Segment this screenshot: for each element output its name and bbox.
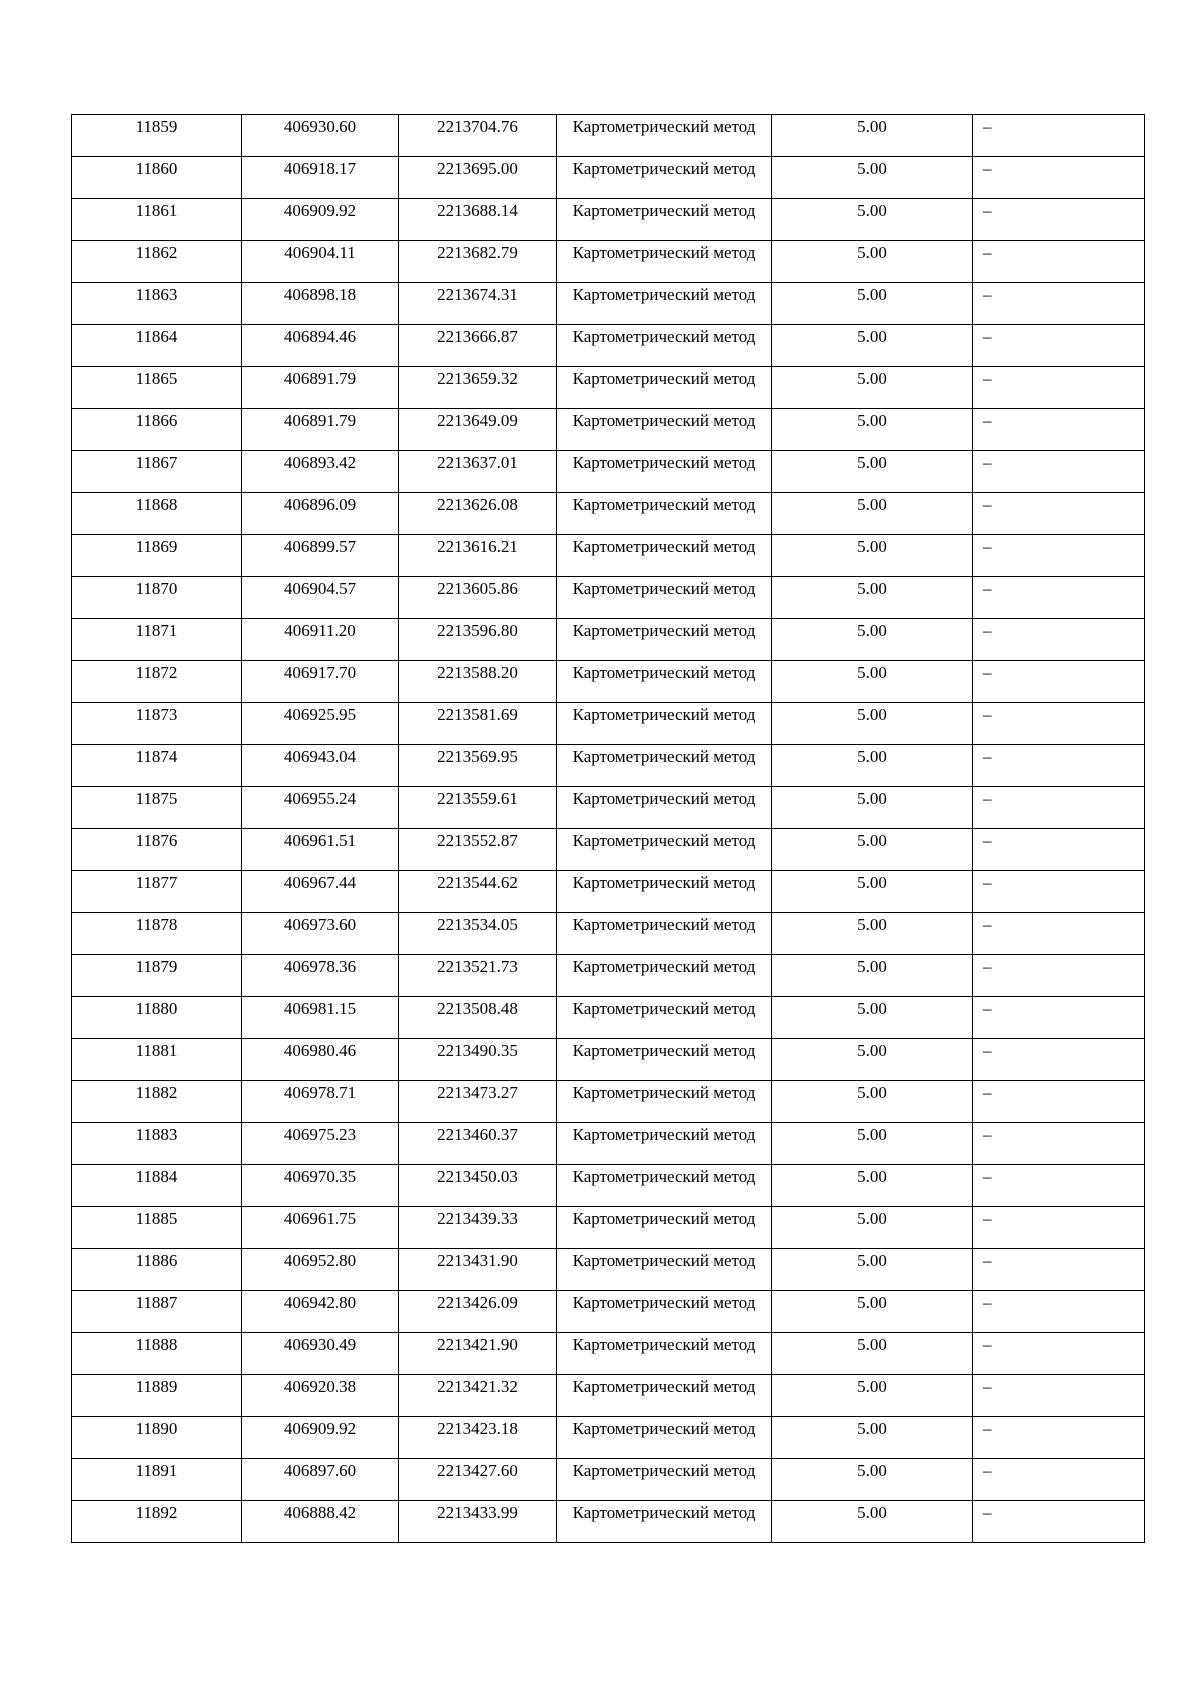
x-coordinate-cell: 406975.23: [242, 1123, 399, 1165]
table-row: [72, 157, 1145, 199]
table-row: [72, 451, 1145, 493]
table-row: [72, 1375, 1145, 1417]
y-coordinate-cell: 2213637.01: [399, 451, 557, 493]
table-row: [72, 1333, 1145, 1375]
point-number-cell: 11859: [72, 115, 242, 157]
x-coordinate-cell: 406942.80: [242, 1291, 399, 1333]
method-cell: Картометрический метод: [557, 913, 772, 955]
x-coordinate-cell: 406980.46: [242, 1039, 399, 1081]
accuracy-cell: 5.00: [772, 1207, 973, 1249]
y-coordinate-cell: 2213626.08: [399, 493, 557, 535]
table-row: [72, 283, 1145, 325]
method-cell: Картометрический метод: [557, 1459, 772, 1501]
x-coordinate-cell: 406925.95: [242, 703, 399, 745]
x-coordinate-cell: 406904.57: [242, 577, 399, 619]
accuracy-cell: 5.00: [772, 241, 973, 283]
accuracy-cell: 5.00: [772, 115, 973, 157]
accuracy-cell: 5.00: [772, 1459, 973, 1501]
x-coordinate-cell: 406897.60: [242, 1459, 399, 1501]
method-cell: Картометрический метод: [557, 1375, 772, 1417]
y-coordinate-cell: 2213616.21: [399, 535, 557, 577]
x-coordinate-cell: 406918.17: [242, 157, 399, 199]
x-coordinate-cell: 406891.79: [242, 367, 399, 409]
note-cell: –: [973, 367, 1145, 409]
table-row: [72, 535, 1145, 577]
x-coordinate-cell: 406978.71: [242, 1081, 399, 1123]
x-coordinate-cell: 406943.04: [242, 745, 399, 787]
note-cell: –: [973, 493, 1145, 535]
y-coordinate-cell: 2213559.61: [399, 787, 557, 829]
note-cell: –: [973, 199, 1145, 241]
table-row: [72, 1249, 1145, 1291]
note-cell: –: [973, 1123, 1145, 1165]
note-cell: –: [973, 283, 1145, 325]
x-coordinate-cell: 406888.42: [242, 1501, 399, 1543]
accuracy-cell: 5.00: [772, 1249, 973, 1291]
point-number-cell: 11880: [72, 997, 242, 1039]
table-row: [72, 241, 1145, 283]
accuracy-cell: 5.00: [772, 703, 973, 745]
y-coordinate-cell: 2213596.80: [399, 619, 557, 661]
y-coordinate-cell: 2213508.48: [399, 997, 557, 1039]
table-row: [72, 1081, 1145, 1123]
x-coordinate-cell: 406981.15: [242, 997, 399, 1039]
accuracy-cell: 5.00: [772, 1123, 973, 1165]
y-coordinate-cell: 2213695.00: [399, 157, 557, 199]
x-coordinate-cell: 406899.57: [242, 535, 399, 577]
coordinates-table: [71, 114, 1145, 1543]
method-cell: Картометрический метод: [557, 745, 772, 787]
y-coordinate-cell: 2213490.35: [399, 1039, 557, 1081]
method-cell: Картометрический метод: [557, 535, 772, 577]
table-row: [72, 1165, 1145, 1207]
y-coordinate-cell: 2213666.87: [399, 325, 557, 367]
x-coordinate-cell: 406911.20: [242, 619, 399, 661]
note-cell: –: [973, 1417, 1145, 1459]
y-coordinate-cell: 2213704.76: [399, 115, 557, 157]
accuracy-cell: 5.00: [772, 997, 973, 1039]
table-row: [72, 913, 1145, 955]
accuracy-cell: 5.00: [772, 955, 973, 997]
y-coordinate-cell: 2213569.95: [399, 745, 557, 787]
note-cell: –: [973, 451, 1145, 493]
note-cell: –: [973, 913, 1145, 955]
point-number-cell: 11868: [72, 493, 242, 535]
table-row: [72, 787, 1145, 829]
accuracy-cell: 5.00: [772, 871, 973, 913]
table-row: [72, 1417, 1145, 1459]
y-coordinate-cell: 2213649.09: [399, 409, 557, 451]
table-row: [72, 1459, 1145, 1501]
note-cell: –: [973, 577, 1145, 619]
point-number-cell: 11879: [72, 955, 242, 997]
y-coordinate-cell: 2213544.62: [399, 871, 557, 913]
note-cell: –: [973, 1039, 1145, 1081]
y-coordinate-cell: 2213439.33: [399, 1207, 557, 1249]
coordinates-table-body: [72, 115, 1145, 1543]
point-number-cell: 11872: [72, 661, 242, 703]
accuracy-cell: 5.00: [772, 1501, 973, 1543]
point-number-cell: 11886: [72, 1249, 242, 1291]
y-coordinate-cell: 2213473.27: [399, 1081, 557, 1123]
method-cell: Картометрический метод: [557, 1417, 772, 1459]
x-coordinate-cell: 406970.35: [242, 1165, 399, 1207]
point-number-cell: 11874: [72, 745, 242, 787]
method-cell: Картометрический метод: [557, 703, 772, 745]
point-number-cell: 11869: [72, 535, 242, 577]
table-row: [72, 325, 1145, 367]
note-cell: –: [973, 1375, 1145, 1417]
table-row: [72, 493, 1145, 535]
table-row: [72, 955, 1145, 997]
x-coordinate-cell: 406930.49: [242, 1333, 399, 1375]
note-cell: –: [973, 1249, 1145, 1291]
x-coordinate-cell: 406904.11: [242, 241, 399, 283]
note-cell: –: [973, 619, 1145, 661]
accuracy-cell: 5.00: [772, 829, 973, 871]
method-cell: Картометрический метод: [557, 115, 772, 157]
point-number-cell: 11864: [72, 325, 242, 367]
table-row: [72, 409, 1145, 451]
accuracy-cell: 5.00: [772, 199, 973, 241]
y-coordinate-cell: 2213552.87: [399, 829, 557, 871]
table-row: [72, 199, 1145, 241]
method-cell: Картометрический метод: [557, 325, 772, 367]
accuracy-cell: 5.00: [772, 325, 973, 367]
x-coordinate-cell: 406955.24: [242, 787, 399, 829]
table-row: [72, 1291, 1145, 1333]
accuracy-cell: 5.00: [772, 1039, 973, 1081]
x-coordinate-cell: 406952.80: [242, 1249, 399, 1291]
accuracy-cell: 5.00: [772, 577, 973, 619]
y-coordinate-cell: 2213433.99: [399, 1501, 557, 1543]
note-cell: –: [973, 745, 1145, 787]
y-coordinate-cell: 2213688.14: [399, 199, 557, 241]
accuracy-cell: 5.00: [772, 1417, 973, 1459]
method-cell: Картометрический метод: [557, 997, 772, 1039]
table-row: [72, 577, 1145, 619]
y-coordinate-cell: 2213450.03: [399, 1165, 557, 1207]
y-coordinate-cell: 2213605.86: [399, 577, 557, 619]
x-coordinate-cell: 406917.70: [242, 661, 399, 703]
method-cell: Картометрический метод: [557, 955, 772, 997]
accuracy-cell: 5.00: [772, 1165, 973, 1207]
y-coordinate-cell: 2213521.73: [399, 955, 557, 997]
point-number-cell: 11881: [72, 1039, 242, 1081]
accuracy-cell: 5.00: [772, 661, 973, 703]
note-cell: –: [973, 1165, 1145, 1207]
method-cell: Картометрический метод: [557, 1081, 772, 1123]
point-number-cell: 11884: [72, 1165, 242, 1207]
note-cell: –: [973, 871, 1145, 913]
y-coordinate-cell: 2213423.18: [399, 1417, 557, 1459]
accuracy-cell: 5.00: [772, 451, 973, 493]
accuracy-cell: 5.00: [772, 1333, 973, 1375]
note-cell: –: [973, 703, 1145, 745]
method-cell: Картометрический метод: [557, 871, 772, 913]
table-row: [72, 661, 1145, 703]
x-coordinate-cell: 406893.42: [242, 451, 399, 493]
table-row: [72, 1501, 1145, 1543]
note-cell: –: [973, 535, 1145, 577]
note-cell: –: [973, 1501, 1145, 1543]
y-coordinate-cell: 2213581.69: [399, 703, 557, 745]
point-number-cell: 11867: [72, 451, 242, 493]
note-cell: –: [973, 115, 1145, 157]
accuracy-cell: 5.00: [772, 1081, 973, 1123]
point-number-cell: 11885: [72, 1207, 242, 1249]
method-cell: Картометрический метод: [557, 283, 772, 325]
table-row: [72, 871, 1145, 913]
point-number-cell: 11863: [72, 283, 242, 325]
note-cell: –: [973, 409, 1145, 451]
accuracy-cell: 5.00: [772, 913, 973, 955]
table-row: [72, 745, 1145, 787]
x-coordinate-cell: 406909.92: [242, 199, 399, 241]
note-cell: –: [973, 1081, 1145, 1123]
table-row: [72, 1207, 1145, 1249]
method-cell: Картометрический метод: [557, 619, 772, 661]
x-coordinate-cell: 406978.36: [242, 955, 399, 997]
method-cell: Картометрический метод: [557, 661, 772, 703]
method-cell: Картометрический метод: [557, 1165, 772, 1207]
method-cell: Картометрический метод: [557, 199, 772, 241]
note-cell: –: [973, 1291, 1145, 1333]
x-coordinate-cell: 406896.09: [242, 493, 399, 535]
y-coordinate-cell: 2213426.09: [399, 1291, 557, 1333]
point-number-cell: 11883: [72, 1123, 242, 1165]
note-cell: –: [973, 829, 1145, 871]
accuracy-cell: 5.00: [772, 619, 973, 661]
y-coordinate-cell: 2213588.20: [399, 661, 557, 703]
accuracy-cell: 5.00: [772, 535, 973, 577]
point-number-cell: 11866: [72, 409, 242, 451]
note-cell: –: [973, 787, 1145, 829]
note-cell: –: [973, 661, 1145, 703]
method-cell: Картометрический метод: [557, 451, 772, 493]
method-cell: Картометрический метод: [557, 1501, 772, 1543]
accuracy-cell: 5.00: [772, 493, 973, 535]
note-cell: –: [973, 241, 1145, 283]
point-number-cell: 11877: [72, 871, 242, 913]
accuracy-cell: 5.00: [772, 409, 973, 451]
accuracy-cell: 5.00: [772, 367, 973, 409]
accuracy-cell: 5.00: [772, 1375, 973, 1417]
point-number-cell: 11888: [72, 1333, 242, 1375]
point-number-cell: 11876: [72, 829, 242, 871]
method-cell: Картометрический метод: [557, 409, 772, 451]
table-row: [72, 997, 1145, 1039]
table-row: [72, 1039, 1145, 1081]
point-number-cell: 11891: [72, 1459, 242, 1501]
method-cell: Картометрический метод: [557, 787, 772, 829]
note-cell: –: [973, 1207, 1145, 1249]
method-cell: Картометрический метод: [557, 1333, 772, 1375]
point-number-cell: 11878: [72, 913, 242, 955]
point-number-cell: 11890: [72, 1417, 242, 1459]
x-coordinate-cell: 406891.79: [242, 409, 399, 451]
y-coordinate-cell: 2213460.37: [399, 1123, 557, 1165]
method-cell: Картометрический метод: [557, 577, 772, 619]
accuracy-cell: 5.00: [772, 1291, 973, 1333]
x-coordinate-cell: 406961.75: [242, 1207, 399, 1249]
table-row: [72, 703, 1145, 745]
table-row: [72, 1123, 1145, 1165]
y-coordinate-cell: 2213421.90: [399, 1333, 557, 1375]
method-cell: Картометрический метод: [557, 1123, 772, 1165]
note-cell: –: [973, 157, 1145, 199]
accuracy-cell: 5.00: [772, 157, 973, 199]
x-coordinate-cell: 406967.44: [242, 871, 399, 913]
x-coordinate-cell: 406961.51: [242, 829, 399, 871]
accuracy-cell: 5.00: [772, 283, 973, 325]
x-coordinate-cell: 406973.60: [242, 913, 399, 955]
note-cell: –: [973, 325, 1145, 367]
point-number-cell: 11889: [72, 1375, 242, 1417]
x-coordinate-cell: 406930.60: [242, 115, 399, 157]
point-number-cell: 11862: [72, 241, 242, 283]
y-coordinate-cell: 2213421.32: [399, 1375, 557, 1417]
y-coordinate-cell: 2213534.05: [399, 913, 557, 955]
method-cell: Картометрический метод: [557, 157, 772, 199]
y-coordinate-cell: 2213427.60: [399, 1459, 557, 1501]
point-number-cell: 11882: [72, 1081, 242, 1123]
method-cell: Картометрический метод: [557, 367, 772, 409]
note-cell: –: [973, 1333, 1145, 1375]
method-cell: Картометрический метод: [557, 1039, 772, 1081]
point-number-cell: 11870: [72, 577, 242, 619]
method-cell: Картометрический метод: [557, 493, 772, 535]
method-cell: Картометрический метод: [557, 241, 772, 283]
point-number-cell: 11861: [72, 199, 242, 241]
note-cell: –: [973, 997, 1145, 1039]
method-cell: Картометрический метод: [557, 829, 772, 871]
method-cell: Картометрический метод: [557, 1249, 772, 1291]
table-row: [72, 367, 1145, 409]
y-coordinate-cell: 2213659.32: [399, 367, 557, 409]
point-number-cell: 11871: [72, 619, 242, 661]
point-number-cell: 11875: [72, 787, 242, 829]
point-number-cell: 11860: [72, 157, 242, 199]
point-number-cell: 11892: [72, 1501, 242, 1543]
accuracy-cell: 5.00: [772, 745, 973, 787]
point-number-cell: 11865: [72, 367, 242, 409]
point-number-cell: 11887: [72, 1291, 242, 1333]
method-cell: Картометрический метод: [557, 1207, 772, 1249]
y-coordinate-cell: 2213431.90: [399, 1249, 557, 1291]
note-cell: –: [973, 1459, 1145, 1501]
table-row: [72, 619, 1145, 661]
x-coordinate-cell: 406920.38: [242, 1375, 399, 1417]
y-coordinate-cell: 2213682.79: [399, 241, 557, 283]
x-coordinate-cell: 406894.46: [242, 325, 399, 367]
table-row: [72, 115, 1145, 157]
x-coordinate-cell: 406909.92: [242, 1417, 399, 1459]
accuracy-cell: 5.00: [772, 787, 973, 829]
table-row: [72, 829, 1145, 871]
method-cell: Картометрический метод: [557, 1291, 772, 1333]
note-cell: –: [973, 955, 1145, 997]
point-number-cell: 11873: [72, 703, 242, 745]
x-coordinate-cell: 406898.18: [242, 283, 399, 325]
y-coordinate-cell: 2213674.31: [399, 283, 557, 325]
